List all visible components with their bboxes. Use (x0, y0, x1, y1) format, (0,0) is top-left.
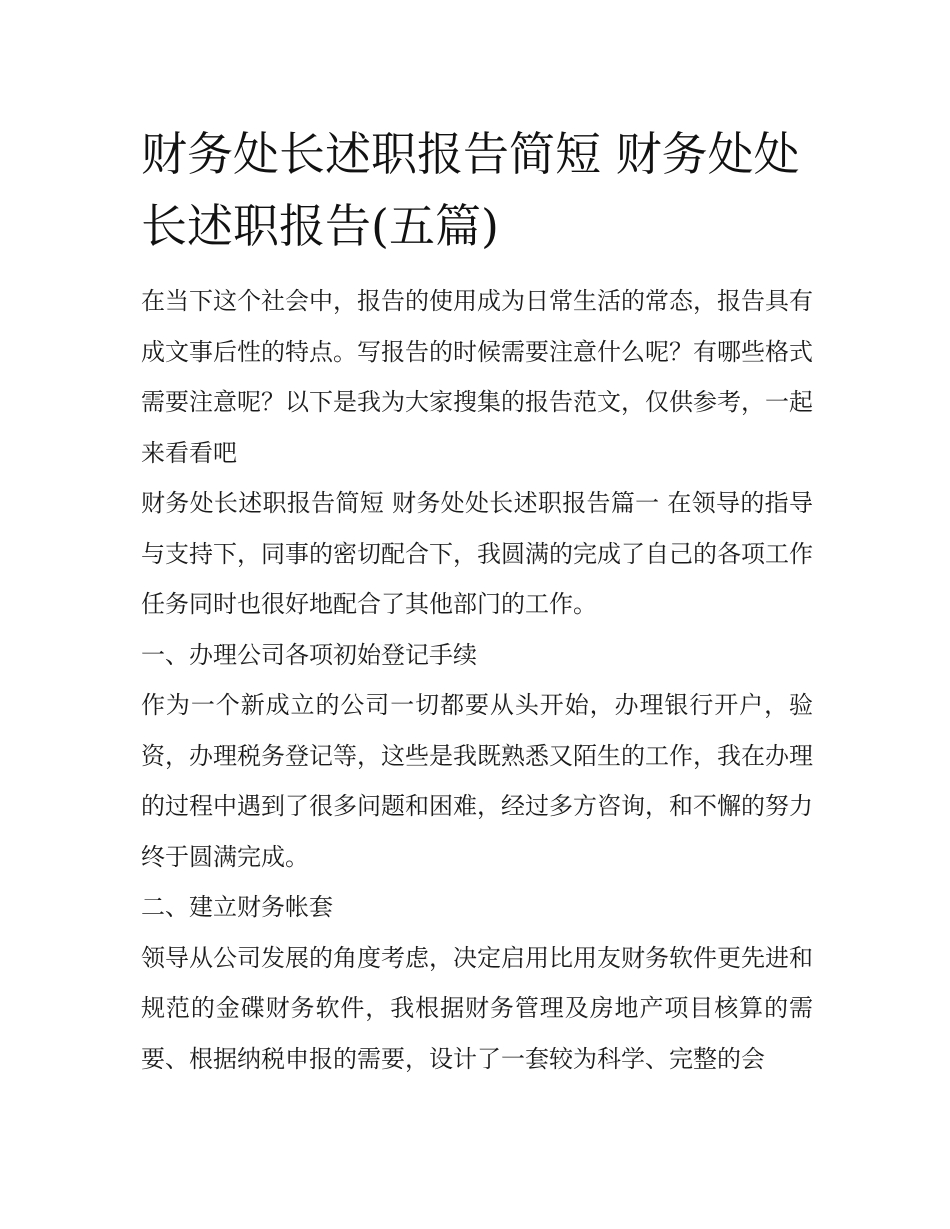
report-opening-paragraph: 财务处长述职报告简短 财务处处长述职报告篇一 在领导的指导与支持下，同事的密切配合下，我圆满的完成了自己的各项工作任务同时也很好地配合了其他部门的工作。 (141, 489, 813, 618)
section-1-paragraph: 作为一个新成立的公司一切都要从头开始，办理银行开户，验资，办理税务登记等，这些是我既熟悉又陌生的工作，我在办理的过程中遇到了很多问题和困难，经过多方咨询，和不懈的努力终于圆满完成。 (141, 691, 813, 871)
document-title: 财务处长述职报告简短 财务处处长述职报告(五篇) (141, 127, 800, 253)
section-2-paragraph: 领导从公司发展的角度考虑，决定启用比用友财务软件更先进和规范的金碟财务软件，我根据财务管理及房地产项目核算的需要、根据纳税申报的需要，设计了一套较为科学、完整的会 (141, 943, 813, 1073)
section-heading-2: 二、建立财务帐套 (141, 893, 333, 921)
section-heading-1: 一、办理公司各项初始登记手续 (141, 640, 477, 669)
intro-paragraph: 在当下这个社会中，报告的使用成为日常生活的常态，报告具有成文事后性的特点。写报告的时候需要注意什么呢？有哪些格式需要注意呢？以下是我为大家搜集的报告范文，仅供参考，一起来看看吧 (141, 287, 813, 467)
document-page (141, 118, 813, 1084)
